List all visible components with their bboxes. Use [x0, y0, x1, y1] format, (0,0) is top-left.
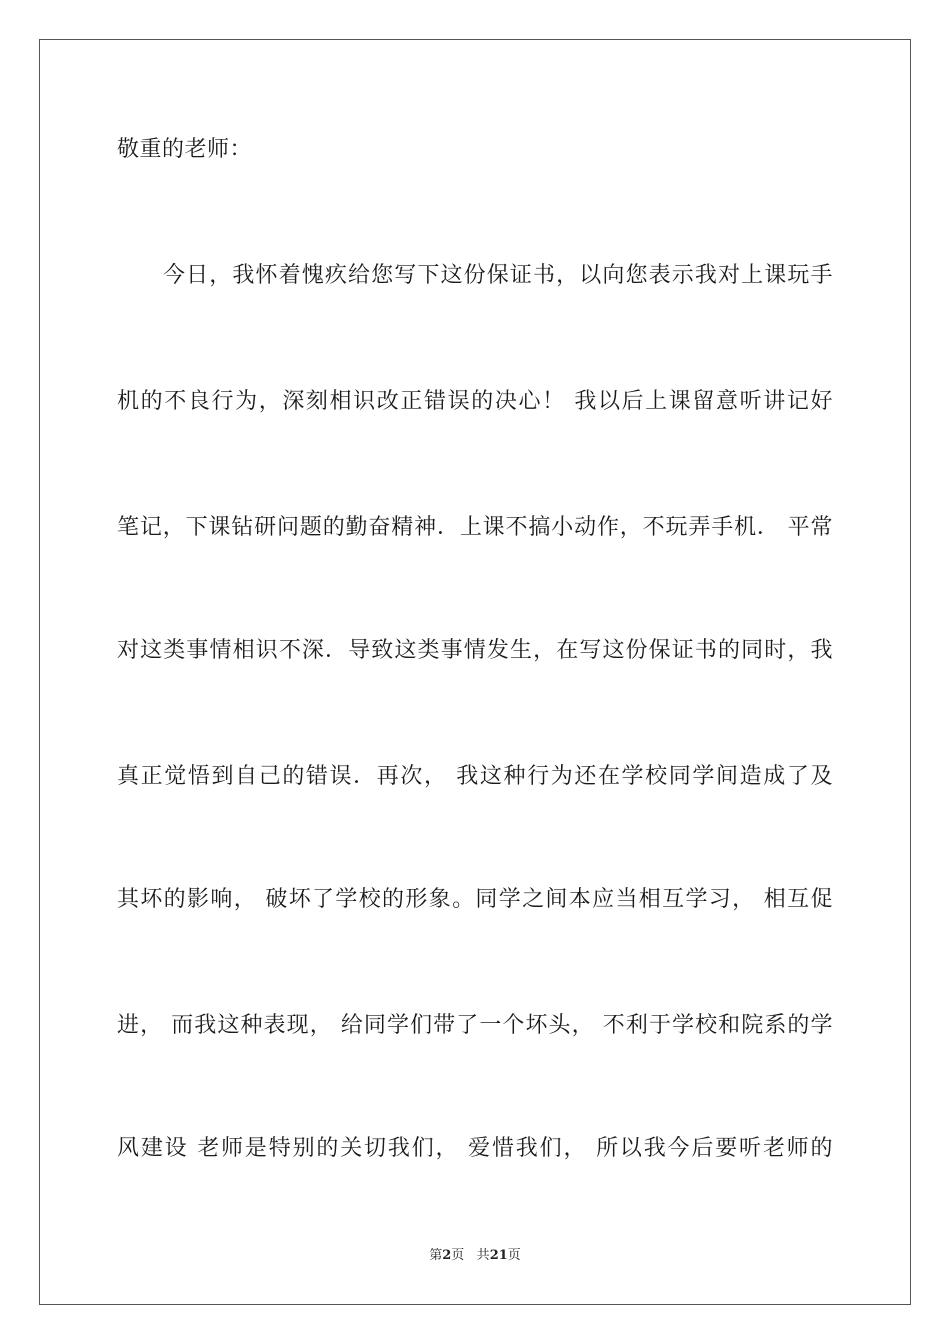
total-prefix: 共 — [476, 1248, 490, 1263]
total-suffix: 页 — [507, 1248, 521, 1263]
body-line-7: 进， 而我这种表现， 给同学们带了一个坏头， 不利于学校和院系的学 — [117, 1013, 833, 1038]
body-line-8: 风建设 老师是特别的关切我们， 爱惜我们， 所以我今后要听老师的 — [117, 1136, 833, 1161]
body-line-1: 今日，我怀着愧疚给您写下这份保证书，以向您表示我对上课玩手 — [163, 263, 833, 288]
body-line-4: 对这类事情相识不深．导致这类事情发生，在写这份保证书的同时，我 — [117, 638, 833, 663]
page-border — [39, 39, 911, 1305]
page-suffix: 页 — [451, 1248, 465, 1263]
page-footer — [0, 1247, 950, 1265]
total-pages: 21 — [489, 1248, 508, 1263]
salutation: 敬重的老师： — [117, 137, 253, 162]
page-number: 2 — [442, 1248, 452, 1263]
body-line-2: 机的不良行为，深刻相识改正错误的决心！ 我以后上课留意听讲记好 — [117, 389, 833, 414]
body-line-3: 笔记，下课钻研问题的勤奋精神．上课不搞小动作，不玩弄手机． 平常 — [117, 515, 833, 540]
body-line-5: 真正觉悟到自己的错误．再次， 我这种行为还在学校同学间造成了及 — [117, 764, 833, 789]
body-line-6: 其坏的影响， 破坏了学校的形象。同学之间本应当相互学习， 相互促 — [117, 887, 833, 912]
page-prefix: 第 — [429, 1248, 443, 1263]
